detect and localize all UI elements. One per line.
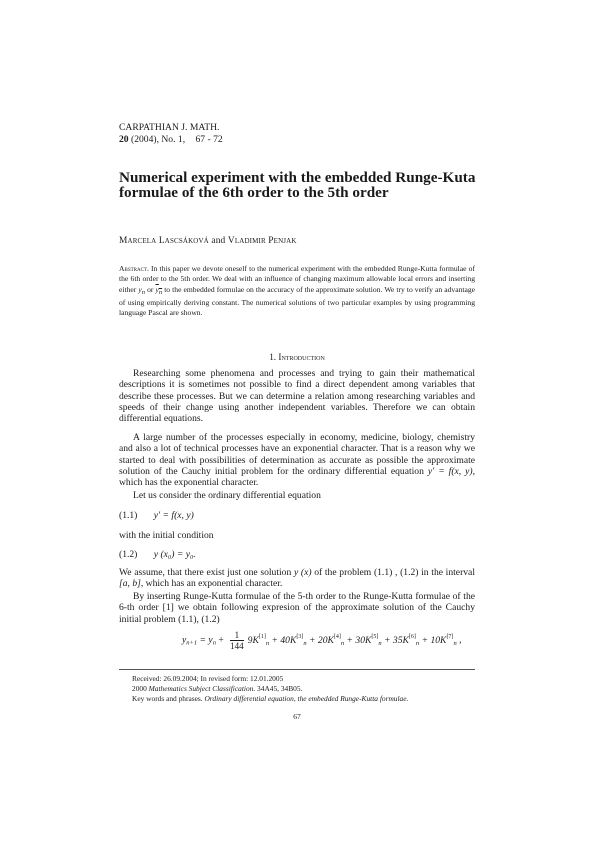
formula-term-coef: + 30K <box>344 634 372 646</box>
abstract-part1: In this paper we devote oneself to the numerical experiment with the embedded Runge-Kutta formulae of the 6th order to the 5th order. We deal with an influence of changing maximum allowable local errors and inserting either <box>119 264 476 294</box>
formula-numerator: 1 <box>230 630 244 641</box>
paragraph-4-interval: [a, b] <box>119 578 141 590</box>
abstract-label: Abstract. <box>119 264 149 273</box>
journal-volume: 20 <box>119 134 129 145</box>
equation-1-2-body: y (x₀) = y₀. <box>153 549 196 560</box>
msc-year: 2000 <box>132 684 147 693</box>
formula-denominator: 144 <box>230 641 244 651</box>
formula-term-coef: + 10K <box>419 634 447 646</box>
formula-terms <box>248 635 457 646</box>
equation-1-1-label: (1.1) <box>119 510 138 521</box>
equation-1-1 <box>119 510 194 521</box>
paragraph-4-tail: , which has an exponential character. <box>140 578 283 590</box>
formula-eq-sub: n <box>212 639 216 647</box>
formula-term <box>248 635 269 646</box>
paragraph-2 <box>119 432 475 488</box>
formula-term <box>307 635 345 646</box>
formula-eq: = y <box>197 634 213 646</box>
equation-1-2 <box>119 549 196 560</box>
journal-pages: 67 - 72 <box>195 134 223 145</box>
paragraph-3: Let us consider the ordinary differential equation <box>133 490 321 501</box>
initial-condition-text: with the initial condition <box>119 530 214 541</box>
section-title: Introduction <box>278 352 325 362</box>
formula-fraction <box>230 630 244 651</box>
formula-term-coef: + 35K <box>381 634 409 646</box>
formula-term-sub: n <box>265 639 270 647</box>
formula-term-sub: n <box>340 639 345 647</box>
section-number: 1. <box>269 352 277 362</box>
equation-1-2-label: (1.2) <box>119 549 138 560</box>
equation-1-1-body: y′ = f(x, y) <box>153 510 194 521</box>
page-number: 67 <box>293 712 301 721</box>
formula-term-coef: 9K <box>247 634 259 646</box>
formula-term-coef: + 20K <box>306 634 334 646</box>
paragraph-4-middle: of the problem (1.1) , (1.2) in the interval <box>314 567 475 578</box>
abstract-yn: $y_n$ <box>138 284 145 296</box>
paragraph-2-text: A large number of the processes especially in economy, medicine, biology, chemistry and also a lot of technical processes have an exponential character. That is a reason why we started to deal with possibilities of determination as accurate as possible the approximate solution of the Cauchy initial problem for the ordinary differential equation <box>119 432 475 477</box>
journal-volume-line <box>119 134 223 146</box>
author-second: Vladimir Penjak <box>227 236 297 246</box>
paragraph-4 <box>119 567 475 590</box>
msc-codes: 34A45, 34B05. <box>257 684 303 693</box>
journal-name: CARPATHIAN J. MATH. <box>119 122 220 133</box>
formula-term-sub: n <box>378 639 382 647</box>
author-line <box>119 236 297 246</box>
journal-issue: (2004), No. 1, <box>131 134 186 145</box>
formula-term-coef: + 40K <box>269 634 297 646</box>
paragraph-4-text: We assume, that there exist just one solution <box>119 567 292 578</box>
formula-term-sup: [4] <box>333 633 341 640</box>
runge-kutta-formula <box>182 630 461 651</box>
paragraph-2-tail: , which has the exponential character. <box>119 465 475 489</box>
formula-term-sub: n <box>453 639 457 647</box>
formula-lhs: y <box>182 634 187 646</box>
formula-term-sub: n <box>415 639 420 647</box>
msc-label: Mathematics Subject Classification. <box>148 684 256 693</box>
footnote-msc <box>132 684 302 694</box>
keywords-label: Key words and phrases. <box>132 694 203 703</box>
journal-header <box>119 122 223 146</box>
formula-tail: , <box>456 634 462 646</box>
abstract <box>119 264 475 318</box>
abstract-or: or <box>147 284 154 294</box>
paper-title: Numerical experiment with the embedded Runge-Kuta formulae of the 6th order to the 5th order <box>119 169 476 201</box>
formula-term-sup: [3] <box>296 633 304 640</box>
formula-term <box>382 635 420 646</box>
keywords-text: Ordinary differential equation, the embedded Runge-Kutta formulae. <box>204 694 409 703</box>
formula-term-sup: [6] <box>408 633 416 640</box>
footnote-keywords <box>132 694 408 704</box>
paragraph-2-equation: y′ = f(x, y) <box>427 465 473 477</box>
author-and: and <box>211 236 226 246</box>
formula-term <box>269 635 307 646</box>
formula-plus: + <box>215 634 227 646</box>
formula-term-sup: [7] <box>446 633 454 640</box>
author-first: Marcela Lascsáková <box>119 236 209 246</box>
footnote-received: Received: 26.09.2004; In revised form: 12.01.2005 <box>132 674 284 683</box>
paragraph-4-solution: y (x) <box>293 567 312 578</box>
footnote-rule <box>119 669 475 670</box>
paragraph-1: Researching some phenomena and processes and trying to gain their mathematical descriptions it is sometimes not possible to find a direct dependent among variables that describe these processes. But we can determine a relation among researching variables and speeds of their change using another independent variables. Therefore we can obtain differential equations. <box>119 368 475 425</box>
section-heading <box>119 352 475 362</box>
formula-term <box>419 635 457 646</box>
formula-term-sup: [5] <box>371 633 379 640</box>
formula-term <box>344 635 382 646</box>
abstract-part2: to the embedded formulae on the accuracy of the approximate solution. We try to verify an advantage of using empirically deriving constant. The numerical solutions of two particular examples by using programming language Pascal are shown. <box>119 284 476 318</box>
abstract-ybar: $y_n$ <box>155 284 163 296</box>
formula-term-sup: [1] <box>258 633 266 640</box>
formula-term-sub: n <box>303 639 307 647</box>
formula-lhs-sub: n+1 <box>186 639 198 647</box>
paragraph-5: By inserting Runge-Kutta formulae of the 5-th order to the Runge-Kutta formulae of the 6-th order [1] we obtain following expresion of the approximate solution of the Cauchy initial problem (1.1), (1.2) <box>119 591 475 625</box>
